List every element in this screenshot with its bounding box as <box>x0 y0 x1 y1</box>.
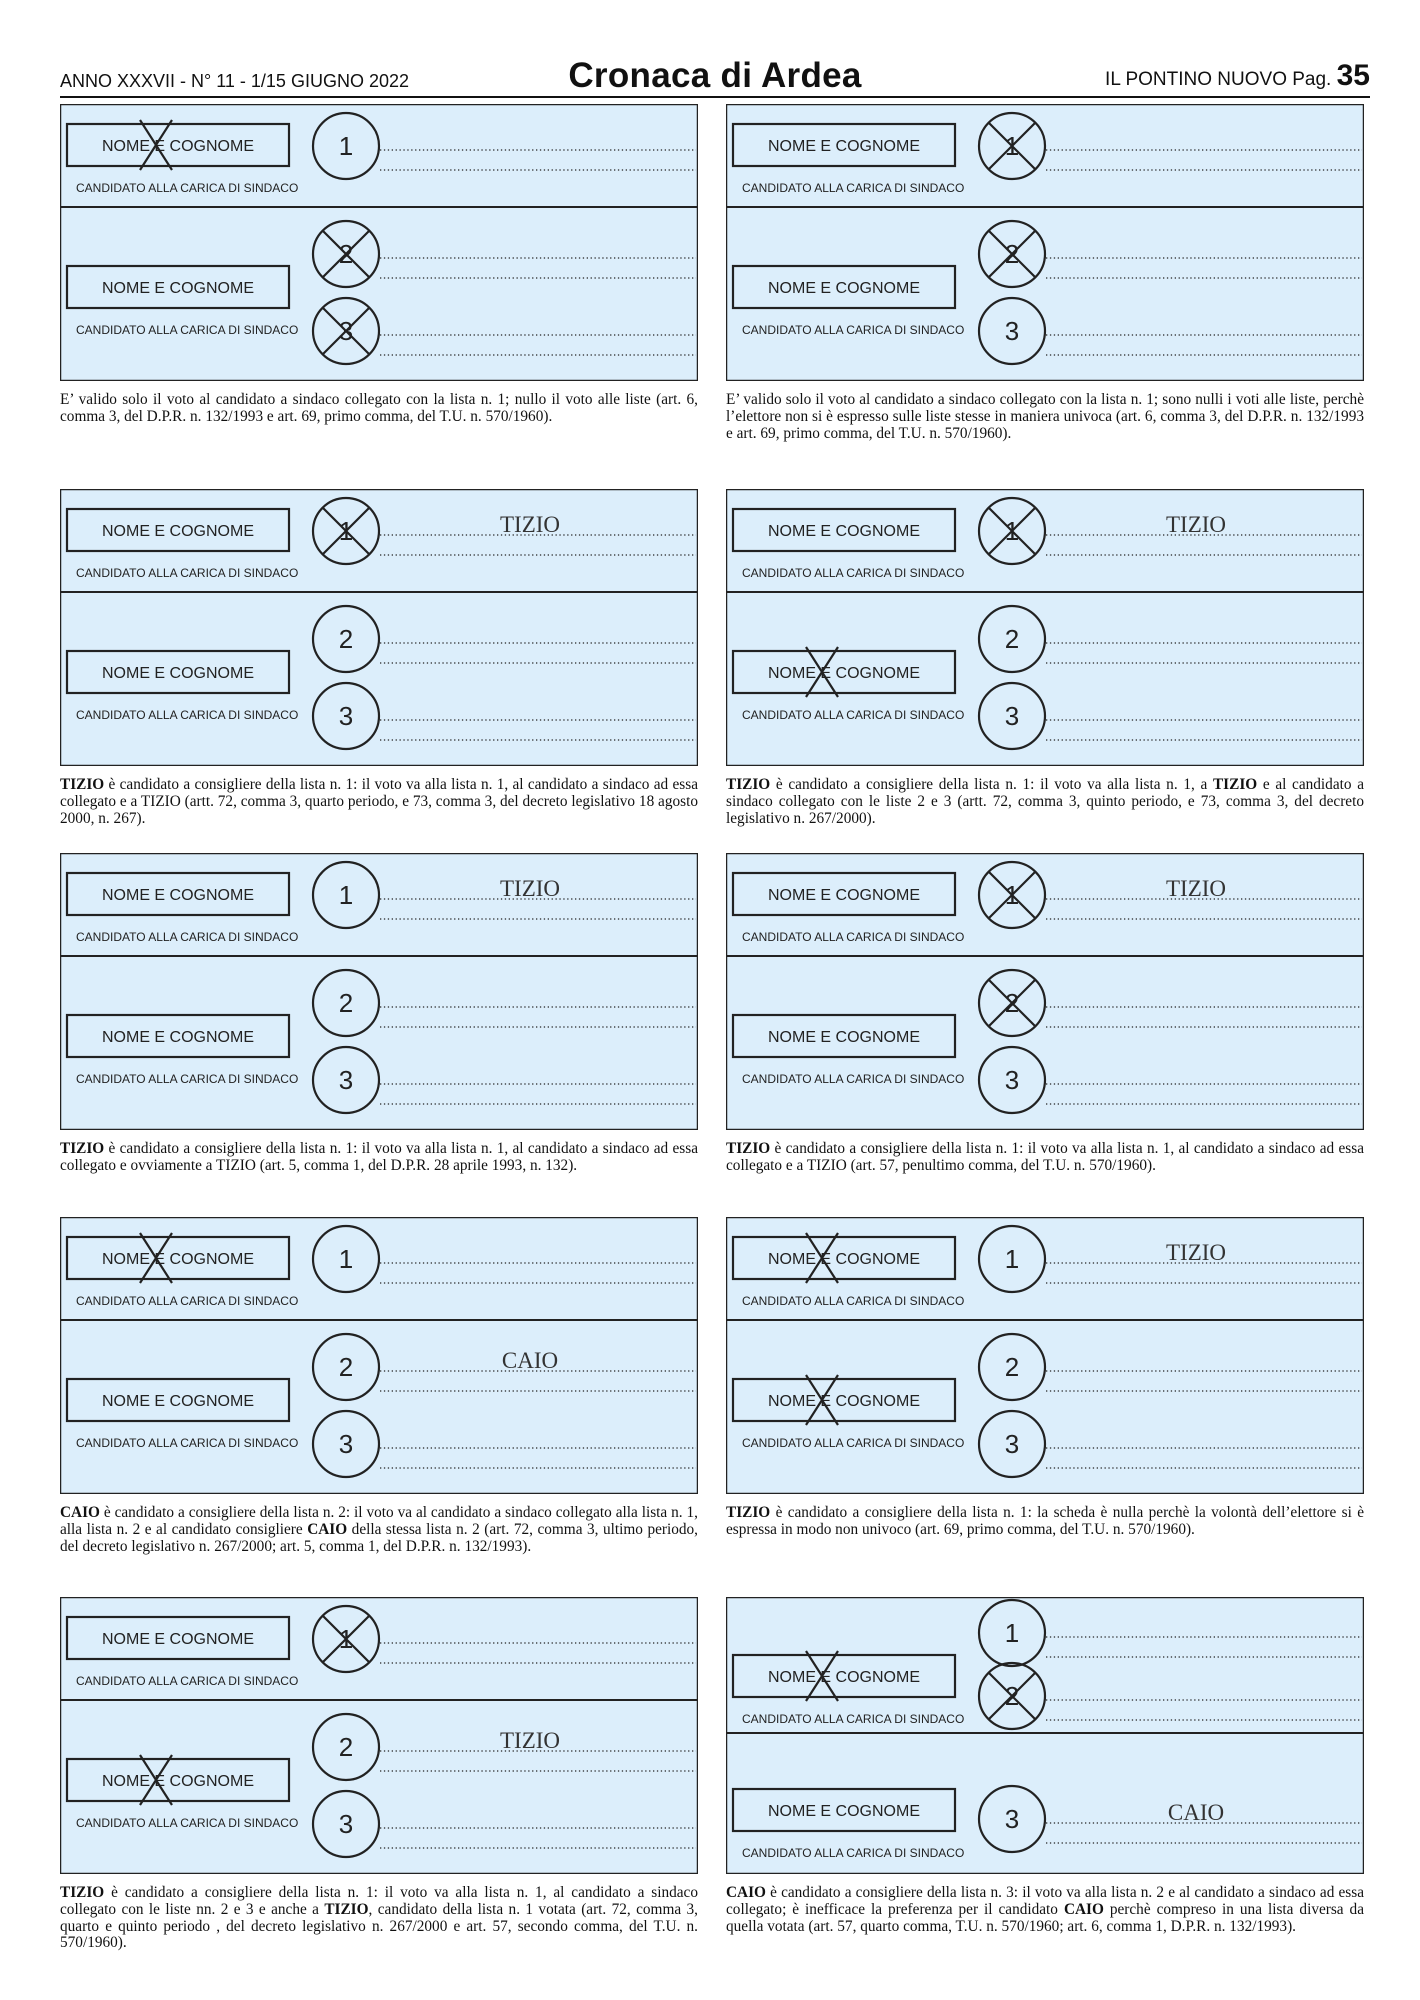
example-caption <box>60 1505 698 1555</box>
candidate-office-label: CANDIDATO ALLA CARICA DI SINDACO <box>76 181 299 195</box>
candidate-office-label: CANDIDATO ALLA CARICA DI SINDACO <box>742 708 965 722</box>
list-number: 3 <box>338 701 354 731</box>
candidate-name-label: NOME E COGNOME <box>101 887 255 904</box>
written-preference: CAIO <box>501 1348 559 1373</box>
list-number: 3 <box>338 1065 354 1095</box>
candidate-name-label: NOME E COGNOME <box>101 138 255 155</box>
caption-candidate: TIZIO <box>1212 776 1258 793</box>
candidate-office-label: CANDIDATO ALLA CARICA DI SINDACO <box>742 323 965 337</box>
example-caption <box>60 392 698 426</box>
list-number: 1 <box>1004 880 1020 910</box>
caption-candidate: CAIO <box>1063 1900 1104 1918</box>
caption-text: perchè compreso in una lista diversa da quella votata (art. 57, quarto comma, T.U. n. 570/1960; art. 6, comma 1, D.P.R. n. 132/1993). <box>726 1900 1364 1935</box>
candidate-office-label: CANDIDATO ALLA CARICA DI SINDACO <box>742 181 965 195</box>
candidate-office-label: CANDIDATO ALLA CARICA DI SINDACO <box>742 1712 965 1726</box>
list-number: 2 <box>338 239 354 269</box>
ballot-example-4 <box>726 489 1364 866</box>
candidate-name-label: NOME E COGNOME <box>767 1669 921 1686</box>
caption-candidate: TIZIO <box>60 776 105 793</box>
candidate-office-label: CANDIDATO ALLA CARICA DI SINDACO <box>76 1816 299 1830</box>
list-number: 2 <box>338 624 354 654</box>
list-number: 2 <box>1004 1681 1020 1711</box>
caption-text: E’ valido solo il voto al candidato a sindaco collegato con la lista n. 1; sono nulli i voti alle liste, perchè l’elettore non si è espresso sulle liste stesse in maniera univoca (art. 6, comma 3, del D.P.R. n. 132/1993 e art. 69, primo comma, del T.U. n. 570/1960). <box>726 391 1364 442</box>
ballot-sheet <box>726 1217 1364 1494</box>
list-number: 1 <box>1004 1244 1020 1274</box>
ballot-example-3 <box>60 489 698 866</box>
ballot-sheet <box>60 853 698 1130</box>
caption-candidate: CAIO <box>726 1884 766 1901</box>
candidate-name-label: NOME E COGNOME <box>101 1631 255 1648</box>
candidate-office-label: CANDIDATO ALLA CARICA DI SINDACO <box>76 1674 299 1688</box>
candidate-name-label: NOME E COGNOME <box>101 523 255 540</box>
caption-text: , candidato della lista n. 1 votata (art. 72, comma 3, quarto e quinto periodo , del decreto legislativo n. 267/2000 e art. 57, secondo comma, del T.U. n. 570/1960). <box>60 1900 698 1952</box>
caption-text: è candidato a consigliere della lista n. 1: il voto va alla lista n. 1, al candidato a sindaco ad essa collegato e a TIZIO (art. 57, penultimo comma, del T.U. n. 570/1960). <box>726 1140 1364 1174</box>
written-preference: TIZIO <box>1165 876 1227 901</box>
list-number: 3 <box>1004 1429 1020 1459</box>
list-number: 3 <box>338 1809 354 1839</box>
example-caption <box>726 1505 1364 1539</box>
caption-candidate: CAIO <box>307 1520 348 1538</box>
caption-candidate: TIZIO <box>324 1900 369 1918</box>
list-number: 3 <box>338 316 354 346</box>
caption-text: e al candidato a sindaco collegato con le liste 2 e 3 (artt. 72, comma 3, quinto periodo, e 73, comma 3, del decreto legislativo n. 267/2000). <box>726 776 1364 827</box>
example-caption <box>726 777 1364 827</box>
example-caption <box>60 1885 698 1952</box>
candidate-name-label: NOME E COGNOME <box>101 1773 255 1790</box>
list-number: 1 <box>338 516 354 546</box>
ballot-example-5 <box>60 853 698 1230</box>
caption-text: è candidato a consigliere della lista n. 1: il voto va alla lista n. 1, a <box>770 776 1213 793</box>
list-number: 2 <box>1004 1352 1020 1382</box>
candidate-name-label: NOME E COGNOME <box>767 887 921 904</box>
candidate-name-label: NOME E COGNOME <box>767 138 921 155</box>
caption-candidate: TIZIO <box>726 1140 771 1157</box>
list-number: 3 <box>1004 1804 1020 1834</box>
list-number: 1 <box>1004 131 1020 161</box>
list-number: 1 <box>338 1624 354 1654</box>
list-number: 3 <box>1004 1065 1020 1095</box>
candidate-office-label: CANDIDATO ALLA CARICA DI SINDACO <box>76 1294 299 1308</box>
candidate-name-label: NOME E COGNOME <box>767 1803 921 1820</box>
list-number: 1 <box>338 131 354 161</box>
ballot-sheet <box>60 489 698 766</box>
candidate-office-label: CANDIDATO ALLA CARICA DI SINDACO <box>76 708 299 722</box>
list-number: 2 <box>1004 624 1020 654</box>
ballot-example-10 <box>726 1597 1364 1974</box>
written-preference: TIZIO <box>499 1728 561 1753</box>
candidate-name-label: NOME E COGNOME <box>101 1251 255 1268</box>
caption-candidate: CAIO <box>60 1504 100 1521</box>
candidate-office-label: CANDIDATO ALLA CARICA DI SINDACO <box>76 323 299 337</box>
candidate-name-label: NOME E COGNOME <box>767 523 921 540</box>
page-title: Cronaca di Ardea <box>568 56 862 95</box>
list-number: 3 <box>1004 316 1020 346</box>
caption-text: è candidato a consigliere della lista n. 1: il voto va alla lista n. 1, al candidato a sindaco ad essa collegato e ovviamente a TIZIO (art. 5, comma 1, del D.P.R. 28 aprile 1993, n. 132). <box>60 1140 698 1174</box>
written-preference: TIZIO <box>1165 512 1227 537</box>
example-caption <box>60 1141 698 1175</box>
ballot-sheet <box>60 1217 698 1494</box>
ballot-sheet <box>726 489 1364 766</box>
caption-candidate: TIZIO <box>726 1504 771 1521</box>
example-caption <box>726 1885 1364 1935</box>
candidate-office-label: CANDIDATO ALLA CARICA DI SINDACO <box>76 1072 299 1086</box>
ballot-example-7 <box>60 1217 698 1594</box>
caption-candidate: TIZIO <box>726 776 771 793</box>
candidate-office-label: CANDIDATO ALLA CARICA DI SINDACO <box>742 1436 965 1450</box>
list-number: 3 <box>1004 701 1020 731</box>
page-number: 35 <box>1336 59 1370 92</box>
ballot-example-6 <box>726 853 1364 1230</box>
caption-text: è candidato a consigliere della lista n. 1: la scheda è nulla perchè la volontà dell’elettore si è espressa in modo non univoco (art. 69, primo comma, del T.U. n. 570/1960). <box>726 1504 1364 1538</box>
list-number: 1 <box>338 1244 354 1274</box>
ballot-sheet <box>726 104 1364 381</box>
paper-name: IL PONTINO NUOVO Pag. <box>1105 69 1332 90</box>
example-caption <box>60 777 698 827</box>
caption-text: è candidato a consigliere della lista n. 3: il voto va alla lista n. 2 e al candidato a sindaco ad essa collegato; è inefficace la preferenza per il candidato <box>726 1884 1364 1918</box>
list-number: 1 <box>1004 516 1020 546</box>
written-preference: TIZIO <box>1165 1240 1227 1265</box>
candidate-name-label: NOME E COGNOME <box>767 1029 921 1046</box>
list-number: 3 <box>338 1429 354 1459</box>
candidate-office-label: CANDIDATO ALLA CARICA DI SINDACO <box>742 566 965 580</box>
ballot-example-2 <box>726 104 1364 481</box>
candidate-name-label: NOME E COGNOME <box>767 1393 921 1410</box>
candidate-name-label: NOME E COGNOME <box>101 1393 255 1410</box>
example-caption <box>726 1141 1364 1175</box>
candidate-name-label: NOME E COGNOME <box>767 280 921 297</box>
caption-candidate: TIZIO <box>60 1884 105 1901</box>
candidate-office-label: CANDIDATO ALLA CARICA DI SINDACO <box>742 1072 965 1086</box>
caption-candidate: TIZIO <box>60 1140 105 1157</box>
written-preference: CAIO <box>1167 1800 1225 1825</box>
written-preference: TIZIO <box>499 876 561 901</box>
ballot-example-1 <box>60 104 698 481</box>
ballot-example-9 <box>60 1597 698 1974</box>
list-number: 2 <box>1004 988 1020 1018</box>
paper-line <box>1105 59 1370 93</box>
ballot-sheet <box>60 104 698 381</box>
candidate-name-label: NOME E COGNOME <box>101 665 255 682</box>
ballot-sheet <box>726 853 1364 1130</box>
issue-line: ANNO XXXVII - N° 11 - 1/15 GIUGNO 2022 <box>60 71 409 91</box>
candidate-office-label: CANDIDATO ALLA CARICA DI SINDACO <box>76 930 299 944</box>
list-number: 2 <box>338 1732 354 1762</box>
caption-text: è candidato a consigliere della lista n. 2: il voto va al candidato a sindaco collegato alla lista n. 1, alla lista n. 2 e al candidato consigliere <box>60 1504 698 1538</box>
list-number: 2 <box>1004 239 1020 269</box>
ballot-sheet <box>60 1597 698 1874</box>
ballot-example-8 <box>726 1217 1364 1594</box>
ballot-sheet <box>726 1597 1364 1874</box>
caption-text: è candidato a consigliere della lista n. 1: il voto va alla lista n. 1, al candidato a sindaco ad essa collegato e a TIZIO (artt. 72, comma 3, quarto periodo, e 73, comma 3, del decreto legislativo 18 agosto 2000, n. 267). <box>60 776 698 827</box>
candidate-name-label: NOME E COGNOME <box>767 665 921 682</box>
candidate-office-label: CANDIDATO ALLA CARICA DI SINDACO <box>742 930 965 944</box>
candidate-name-label: NOME E COGNOME <box>101 280 255 297</box>
candidate-office-label: CANDIDATO ALLA CARICA DI SINDACO <box>742 1294 965 1308</box>
candidate-name-label: NOME E COGNOME <box>767 1251 921 1268</box>
list-number: 2 <box>338 988 354 1018</box>
list-number: 1 <box>338 880 354 910</box>
caption-text: della stessa lista n. 2 (art. 72, comma 3, ultimo periodo, del decreto legislativo n. 267/2000; art. 5, comma 1, del D.P.R. n. 132/1993). <box>60 1520 698 1555</box>
example-caption <box>726 392 1364 442</box>
list-number: 1 <box>1004 1618 1020 1648</box>
candidate-office-label: CANDIDATO ALLA CARICA DI SINDACO <box>76 566 299 580</box>
candidate-office-label: CANDIDATO ALLA CARICA DI SINDACO <box>742 1846 965 1860</box>
written-preference: TIZIO <box>499 512 561 537</box>
candidate-name-label: NOME E COGNOME <box>101 1029 255 1046</box>
page-header <box>60 54 1370 98</box>
caption-text: E’ valido solo il voto al candidato a sindaco collegato con la lista n. 1; nullo il voto alle liste (art. 6, comma 3, del D.P.R. n. 132/1993 e art. 69, primo comma, del T.U. n. 570/1960). <box>60 391 698 425</box>
candidate-office-label: CANDIDATO ALLA CARICA DI SINDACO <box>76 1436 299 1450</box>
caption-text: è candidato a consigliere della lista n. 1: il voto va alla lista n. 1, al candidato a sindaco collegato con le liste nn. 2 e 3 e anche a <box>60 1884 698 1918</box>
list-number: 2 <box>338 1352 354 1382</box>
